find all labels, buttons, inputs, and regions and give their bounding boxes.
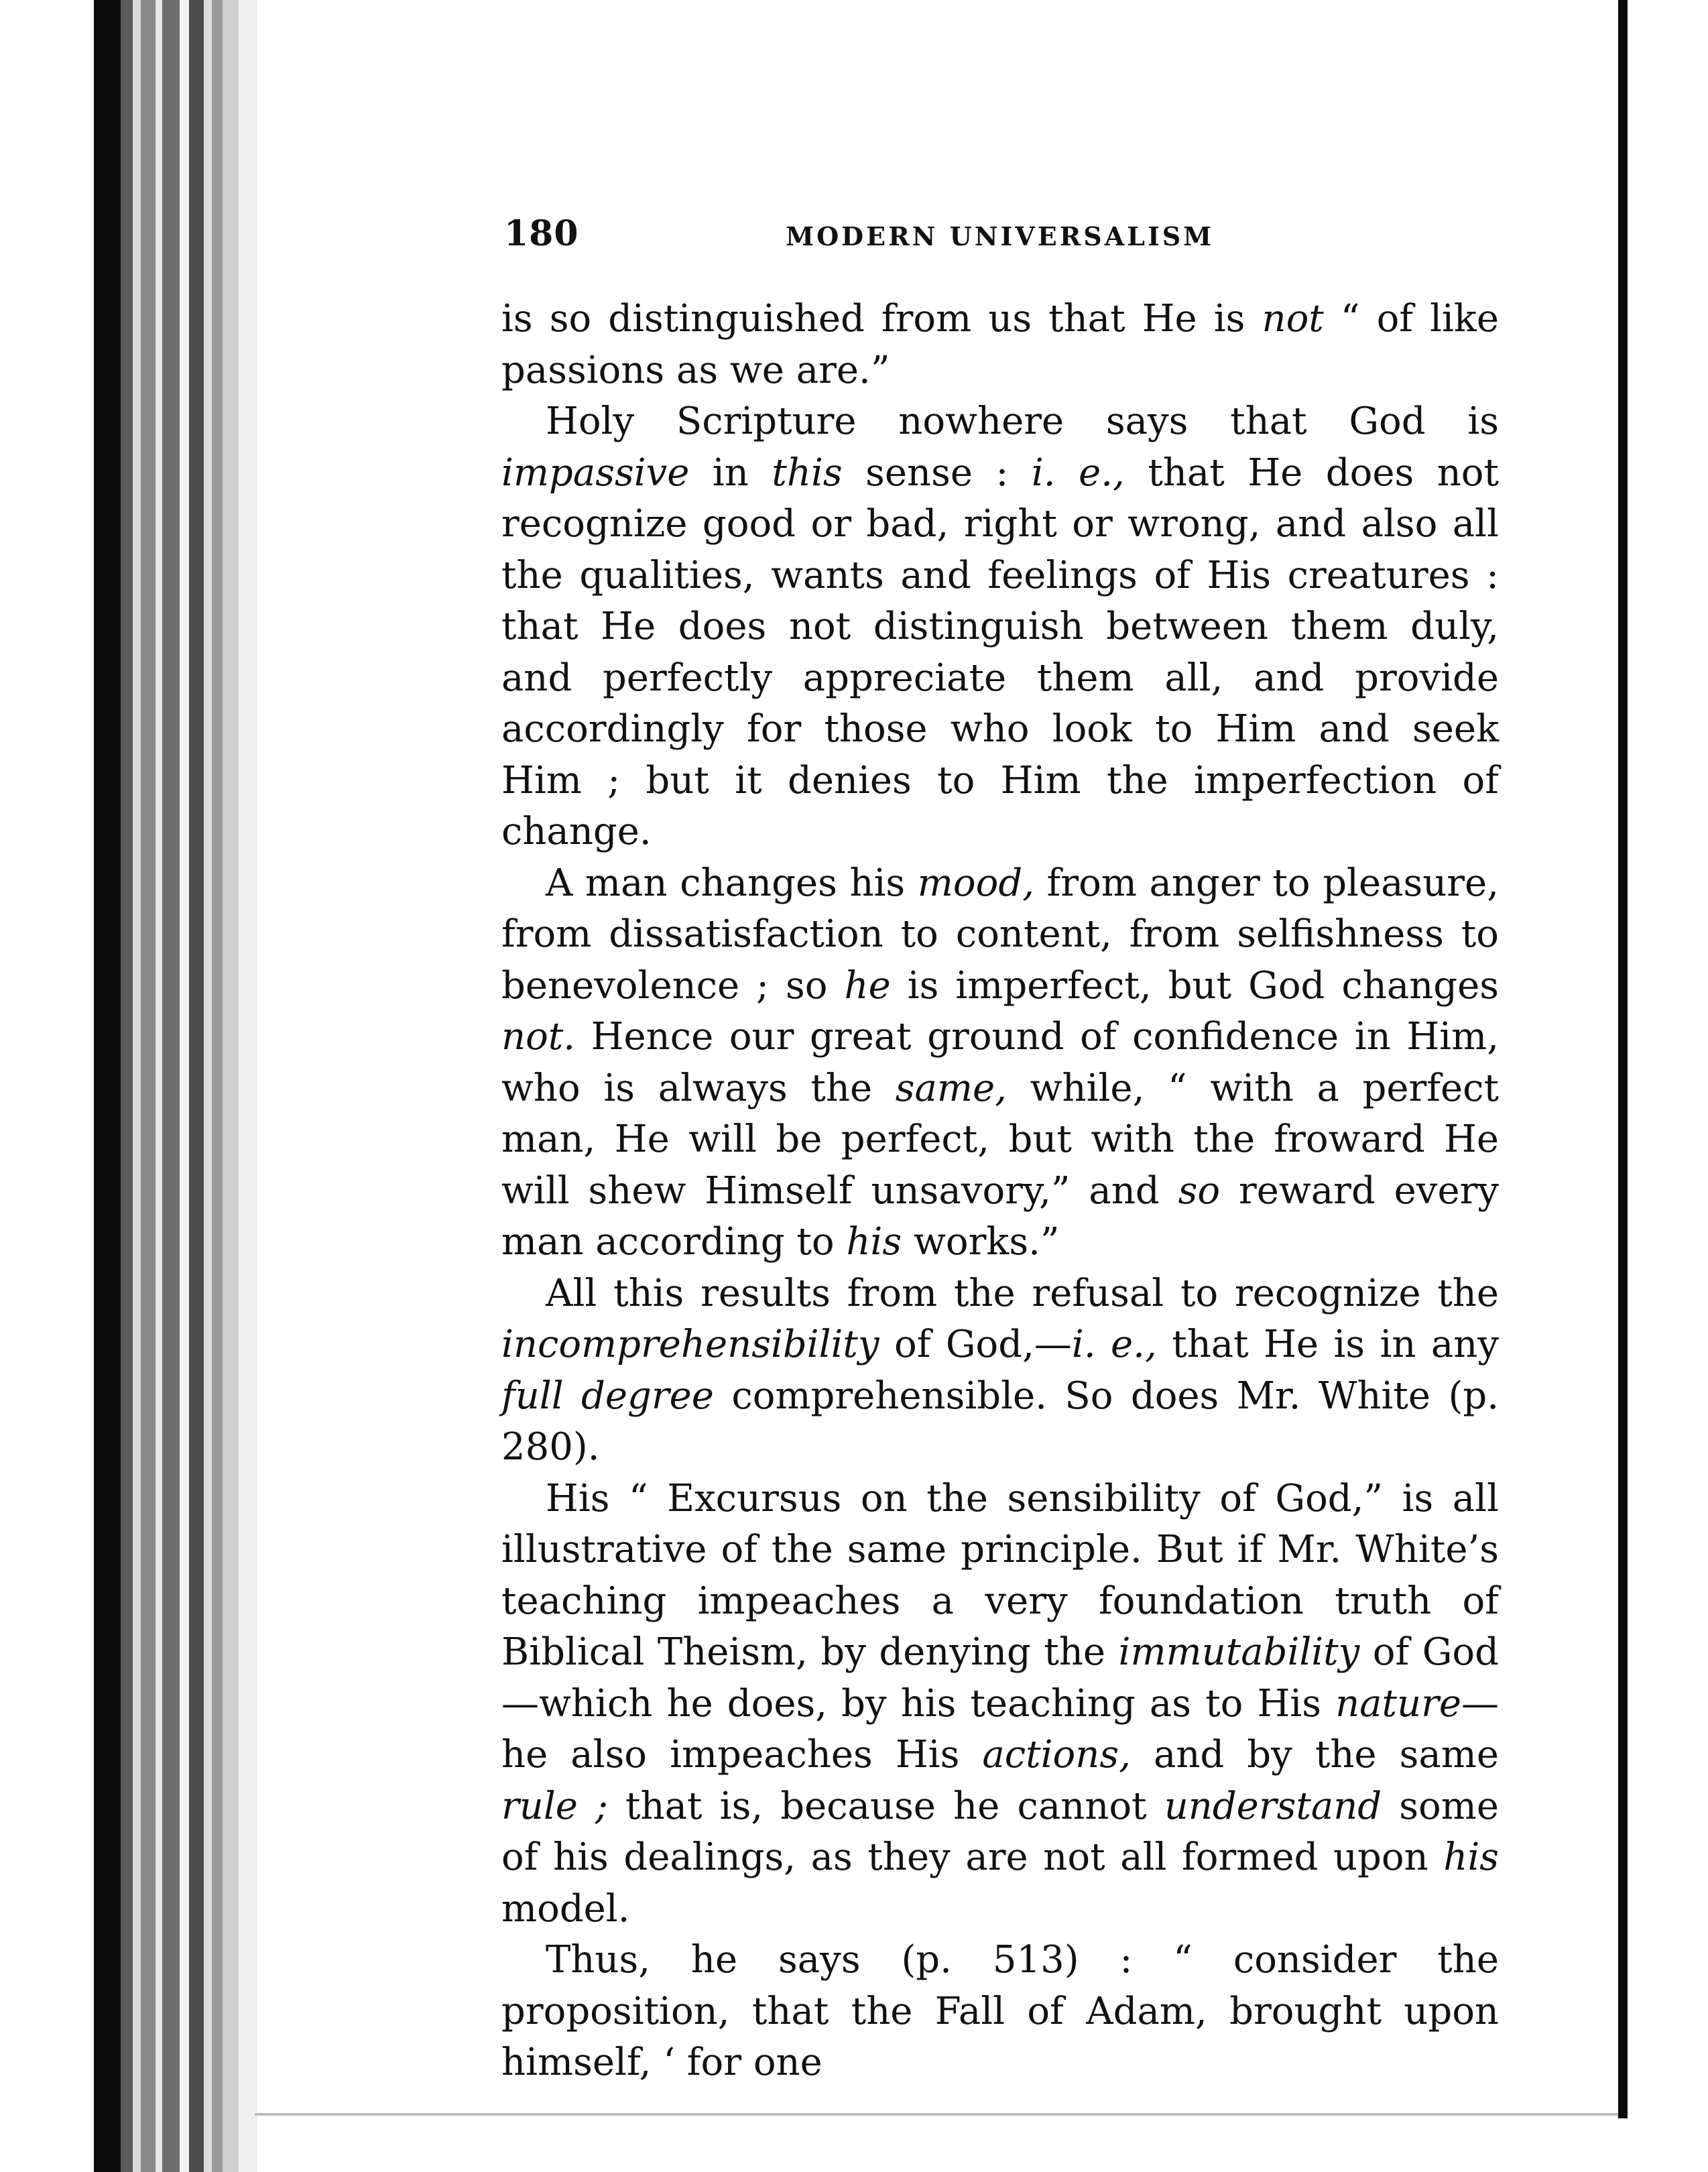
italic-run: his: [1443, 1835, 1499, 1879]
italic-run: rule ;: [501, 1784, 608, 1828]
page-edge: [223, 0, 239, 2172]
running-title: MODERN UNIVERSALISM: [786, 221, 1215, 251]
text-run: —he also impeaches His: [501, 1681, 1499, 1776]
book-binding-edge: [0, 0, 261, 2172]
page-edge: [162, 0, 180, 2172]
text-run: that He is in any: [1156, 1323, 1499, 1366]
italic-run: immutability: [1118, 1630, 1360, 1674]
page-edge: [189, 0, 204, 2172]
page-edge: [133, 0, 141, 2172]
text-run: His “ Excursus on the sensibility of God,” is all illustrative of the same principle. But if Mr. White’s teaching impeaches a very foundation truth of Biblical Theism, by denying the: [501, 1476, 1499, 1674]
facing-page-edge: [1618, 0, 1628, 2118]
text-run: that He does not recognize good or bad, right or wrong, and also all the qualities, wants and feelings of His creatures : that He does not distinguish between them duly, and perfectly appreciate them all, and provide accordingly for those who look to Him and seek Him ; but it denies to Him the imperfection of change.: [501, 450, 1500, 853]
text-run: while, “ with a perfect man, He will be perfect, but with the froward He will shew Himself unsavory,” and: [501, 1066, 1499, 1213]
text-run: All this results from the refusal to recognize the: [546, 1271, 1499, 1315]
page-edge: [239, 0, 257, 2172]
page-edge: [94, 0, 121, 2172]
page-edge: [180, 0, 189, 2172]
paragraph: [501, 1935, 1499, 2089]
italic-run: full degree: [501, 1374, 714, 1418]
text-run: from anger to pleasure, from dissatisfaction to content, from selfishness to benevolence ; so: [501, 861, 1499, 1008]
italic-run: mood,: [917, 861, 1034, 905]
paragraph: [501, 396, 1499, 858]
page-edge: [204, 0, 212, 2172]
paragraph: [501, 294, 1499, 396]
text-run: Holy Scripture nowhere says that God is: [546, 400, 1499, 443]
text-run: of God,—: [879, 1323, 1072, 1366]
italic-run: actions,: [982, 1733, 1131, 1776]
text-run: works.”: [902, 1220, 1060, 1264]
text-run: some of his dealings, as they are not all formed upon: [501, 1784, 1499, 1879]
paragraph: [501, 858, 1499, 1268]
page-bottom-edge: [255, 2113, 1622, 2116]
text-run: is so distinguished from us that He is: [501, 297, 1262, 341]
text-run: A man changes his: [546, 861, 918, 905]
italic-run: nature: [1335, 1681, 1461, 1726]
italic-run: so: [1178, 1168, 1221, 1213]
text-run: in: [689, 450, 772, 495]
page-number: 180: [504, 213, 579, 254]
text-run: reward every man according to: [501, 1168, 1499, 1264]
italic-run: impassive: [501, 450, 690, 495]
italic-run: understand: [1164, 1784, 1382, 1828]
italic-run: i. e.,: [1071, 1323, 1157, 1366]
italic-run: same,: [895, 1066, 1007, 1110]
page-edge: [121, 0, 133, 2172]
text-run: model.: [501, 1886, 630, 1931]
italic-run: incomprehensibility: [501, 1323, 879, 1366]
text-run: comprehensible. So does Mr. White (p. 280).: [501, 1374, 1499, 1469]
text-run: Thus, he says (p. 513) : “ consider the proposition, that the Fall of Adam, brought upon himself, ‘ for one: [501, 1938, 1499, 2084]
italic-run: not: [1262, 297, 1324, 341]
page-edge: [141, 0, 156, 2172]
text-run: “ of like passions as we are.”: [501, 297, 1499, 392]
page-edge: [212, 0, 223, 2172]
italic-run: not.: [501, 1015, 576, 1059]
italic-run: this: [772, 450, 843, 495]
body-text: [501, 294, 1499, 2089]
text-run: is imperfect, but God changes: [890, 963, 1500, 1008]
text-run: that is, because he cannot: [607, 1784, 1164, 1828]
paragraph: [501, 1268, 1499, 1473]
italic-run: his: [846, 1220, 902, 1264]
page-edge: [156, 0, 162, 2172]
italic-run: he: [844, 963, 891, 1008]
text-run: sense :: [842, 450, 1032, 495]
text-run: of God—which he does, by his teaching as to His: [501, 1630, 1499, 1726]
paragraph: [501, 1473, 1499, 1935]
text-run: Hence our great ground of confidence in Him, who is always the: [501, 1015, 1499, 1110]
text-run: and by the same: [1130, 1733, 1499, 1776]
italic-run: i. e.,: [1031, 450, 1125, 495]
